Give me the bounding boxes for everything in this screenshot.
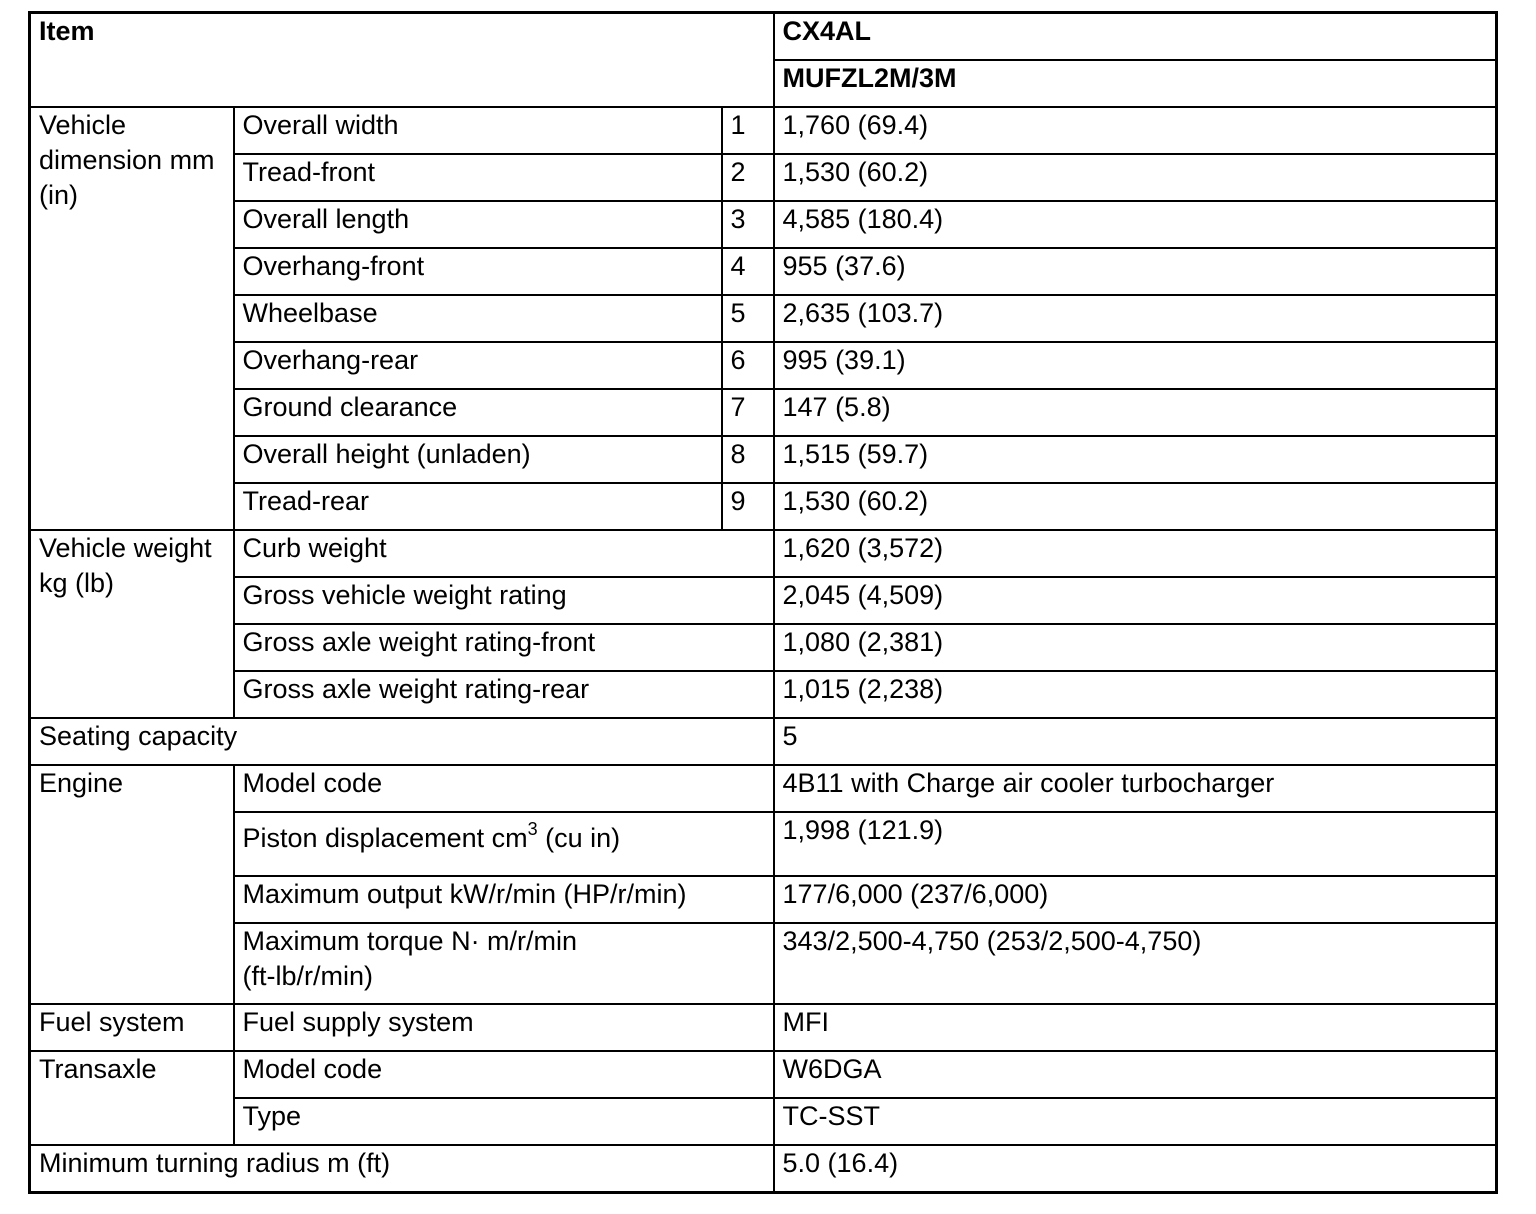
- torque-label-line1: Maximum torque N· m/r/min: [242, 926, 578, 956]
- row-label: Curb weight: [234, 530, 774, 577]
- table-row: [30, 876, 1497, 923]
- table-row: [30, 671, 1497, 718]
- row-value: MFI: [774, 1004, 1497, 1051]
- row-value: 4B11 with Charge air cooler turbocharger: [774, 765, 1497, 812]
- row-value: 1,515 (59.7): [774, 436, 1497, 483]
- row-label: Model code: [234, 1051, 774, 1098]
- group-min-turning-radius: Minimum turning radius m (ft): [30, 1145, 774, 1193]
- row-label: Overall width: [234, 107, 722, 154]
- row-value: 1,530 (60.2): [774, 154, 1497, 201]
- table-row: [30, 154, 1497, 201]
- row-value: 177/6,000 (237/6,000): [774, 876, 1497, 923]
- row-label: [234, 812, 774, 876]
- table-row: [30, 201, 1497, 248]
- row-label: Type: [234, 1098, 774, 1145]
- table-row: [30, 577, 1497, 624]
- table-row: [30, 107, 1497, 154]
- row-number: 9: [722, 483, 774, 530]
- row-value: TC-SST: [774, 1098, 1497, 1145]
- row-value: W6DGA: [774, 1051, 1497, 1098]
- row-label: Maximum output kW/r/min (HP/r/min): [234, 876, 774, 923]
- table-row: [30, 923, 1497, 1004]
- table-row: [30, 624, 1497, 671]
- group-vehicle-dimension: Vehicle dimension mm (in): [30, 107, 234, 530]
- displacement-superscript: 3: [527, 819, 538, 839]
- row-value: 955 (37.6): [774, 248, 1497, 295]
- model-header: CX4AL: [774, 13, 1497, 61]
- row-number: 4: [722, 248, 774, 295]
- table-row: [30, 1004, 1497, 1051]
- row-value: 1,760 (69.4): [774, 107, 1497, 154]
- displacement-label: Piston displacement cm: [242, 823, 528, 853]
- row-number: 1: [722, 107, 774, 154]
- row-label: Model code: [234, 765, 774, 812]
- row-label: Tread-front: [234, 154, 722, 201]
- row-value: 1,998 (121.9): [774, 812, 1497, 876]
- row-label: Ground clearance: [234, 389, 722, 436]
- row-label: [234, 923, 774, 1004]
- row-label: Overall length: [234, 201, 722, 248]
- row-value: 4,585 (180.4): [774, 201, 1497, 248]
- row-value: 2,635 (103.7): [774, 295, 1497, 342]
- row-value: 5: [774, 718, 1497, 765]
- row-label: Gross axle weight rating-front: [234, 624, 774, 671]
- row-value: 2,045 (4,509): [774, 577, 1497, 624]
- row-number: 2: [722, 154, 774, 201]
- group-transaxle: Transaxle: [30, 1051, 234, 1145]
- group-fuel-system: Fuel system: [30, 1004, 234, 1051]
- row-label: Overhang-rear: [234, 342, 722, 389]
- row-label: Tread-rear: [234, 483, 722, 530]
- header-row: [30, 13, 1497, 61]
- row-label: Wheelbase: [234, 295, 722, 342]
- table-row: [30, 295, 1497, 342]
- row-value: 1,620 (3,572): [774, 530, 1497, 577]
- row-label: Gross axle weight rating-rear: [234, 671, 774, 718]
- row-value: 1,015 (2,238): [774, 671, 1497, 718]
- table-row: [30, 1145, 1497, 1193]
- table-row: [30, 530, 1497, 577]
- table-row: [30, 483, 1497, 530]
- row-value: 147 (5.8): [774, 389, 1497, 436]
- displacement-unit: (cu in): [537, 823, 621, 853]
- table-row: [30, 342, 1497, 389]
- variant-header: MUFZL2M/3M: [774, 60, 1497, 107]
- row-value: 343/2,500-4,750 (253/2,500-4,750): [774, 923, 1497, 1004]
- row-value: 1,530 (60.2): [774, 483, 1497, 530]
- group-vehicle-weight: Vehicle weight kg (lb): [30, 530, 234, 718]
- table-row: [30, 812, 1497, 876]
- row-number: 5: [722, 295, 774, 342]
- group-seating-capacity: Seating capacity: [30, 718, 774, 765]
- table-row: [30, 389, 1497, 436]
- table-row: [30, 248, 1497, 295]
- table-row: [30, 1051, 1497, 1098]
- row-number: 3: [722, 201, 774, 248]
- torque-label-line2: (ft-lb/r/min): [242, 961, 373, 991]
- row-label: Overhang-front: [234, 248, 722, 295]
- row-number: 7: [722, 389, 774, 436]
- table-row: [30, 436, 1497, 483]
- row-number: 6: [722, 342, 774, 389]
- item-header: Item: [30, 13, 774, 108]
- specifications-table: [28, 11, 1498, 1194]
- table-row: [30, 718, 1497, 765]
- row-value: 5.0 (16.4): [774, 1145, 1497, 1193]
- row-label: Gross vehicle weight rating: [234, 577, 774, 624]
- table-row: [30, 1098, 1497, 1145]
- row-label: Fuel supply system: [234, 1004, 774, 1051]
- group-engine: Engine: [30, 765, 234, 1004]
- table-row: [30, 765, 1497, 812]
- row-number: 8: [722, 436, 774, 483]
- row-value: 1,080 (2,381): [774, 624, 1497, 671]
- row-value: 995 (39.1): [774, 342, 1497, 389]
- row-label: Overall height (unladen): [234, 436, 722, 483]
